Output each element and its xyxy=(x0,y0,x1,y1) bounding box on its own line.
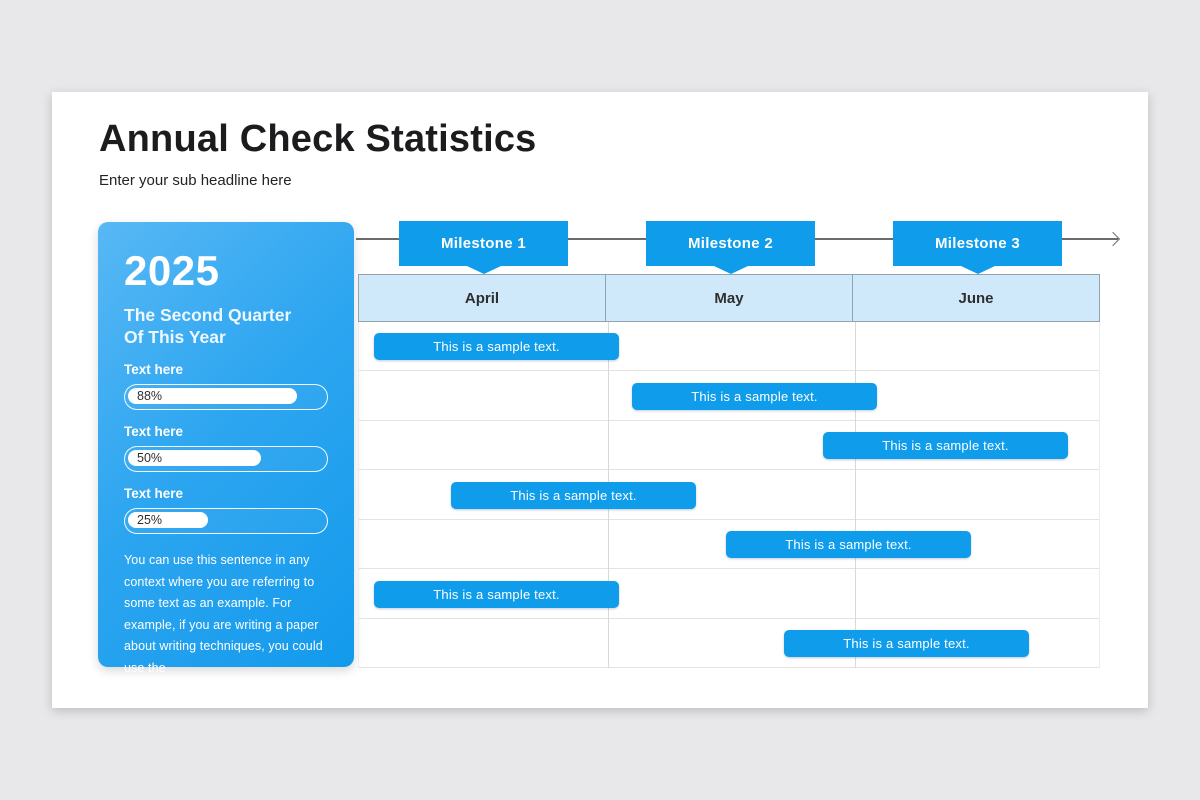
milestone-2-label: Milestone 2 xyxy=(688,235,773,252)
milestone-3-flag[interactable] xyxy=(893,221,1062,266)
slide-card xyxy=(52,92,1148,708)
summary-panel xyxy=(98,222,354,675)
gantt-grid xyxy=(358,322,1100,668)
timeline-arrow-icon xyxy=(1106,231,1120,245)
task-bar-5[interactable]: This is a sample text. xyxy=(726,531,971,558)
panel-headline xyxy=(124,304,328,348)
progress-bar[interactable] xyxy=(124,508,328,534)
task-bar-6[interactable]: This is a sample text. xyxy=(374,581,619,608)
month-cell-june: June xyxy=(958,289,994,307)
progress-label: Text here xyxy=(124,424,184,439)
month-cell-may: May xyxy=(606,275,853,321)
headline-line2: Of This Year xyxy=(124,327,226,347)
milestone-pointer-icon xyxy=(714,266,748,274)
page-subtitle: Enter your sub headline here xyxy=(99,172,292,189)
panel-paragraph: You can use this sentence in any context where you are referring to some text as an example. For example, if you are writing a paper about writing techniques, you could use the xyxy=(124,553,323,675)
task-bar-2[interactable]: This is a sample text. xyxy=(632,383,877,410)
year-label: 2025 xyxy=(124,247,220,294)
progress-fill: 50% xyxy=(128,450,261,466)
milestone-2-flag[interactable] xyxy=(646,221,815,266)
milestone-3-label: Milestone 3 xyxy=(935,235,1020,252)
milestone-1-flag[interactable] xyxy=(399,221,568,266)
milestone-pointer-icon xyxy=(467,266,501,274)
progress-label: Text here xyxy=(124,486,184,501)
headline-line1: The Second Quarter xyxy=(124,305,292,325)
page-title: Annual Check Statistics xyxy=(99,118,537,160)
progress-fill: 88% xyxy=(128,388,297,404)
progress-fill: 25% xyxy=(128,512,208,528)
progress-group-1 xyxy=(124,362,328,410)
milestone-pointer-icon xyxy=(961,266,995,274)
grid-column-divider xyxy=(855,322,856,668)
month-header-row xyxy=(358,274,1100,322)
milestone-1-label: Milestone 1 xyxy=(441,235,526,252)
progress-label: Text here xyxy=(124,362,184,377)
task-bar-4[interactable]: This is a sample text. xyxy=(451,482,696,509)
progress-group-2 xyxy=(124,424,328,472)
task-bar-3[interactable]: This is a sample text. xyxy=(823,432,1068,459)
task-bar-7[interactable]: This is a sample text. xyxy=(784,630,1029,657)
progress-bar[interactable] xyxy=(124,446,328,472)
progress-group-3 xyxy=(124,486,328,534)
task-bar-1[interactable]: This is a sample text. xyxy=(374,333,619,360)
month-cell-april: April xyxy=(359,275,606,321)
progress-bar[interactable] xyxy=(124,384,328,410)
